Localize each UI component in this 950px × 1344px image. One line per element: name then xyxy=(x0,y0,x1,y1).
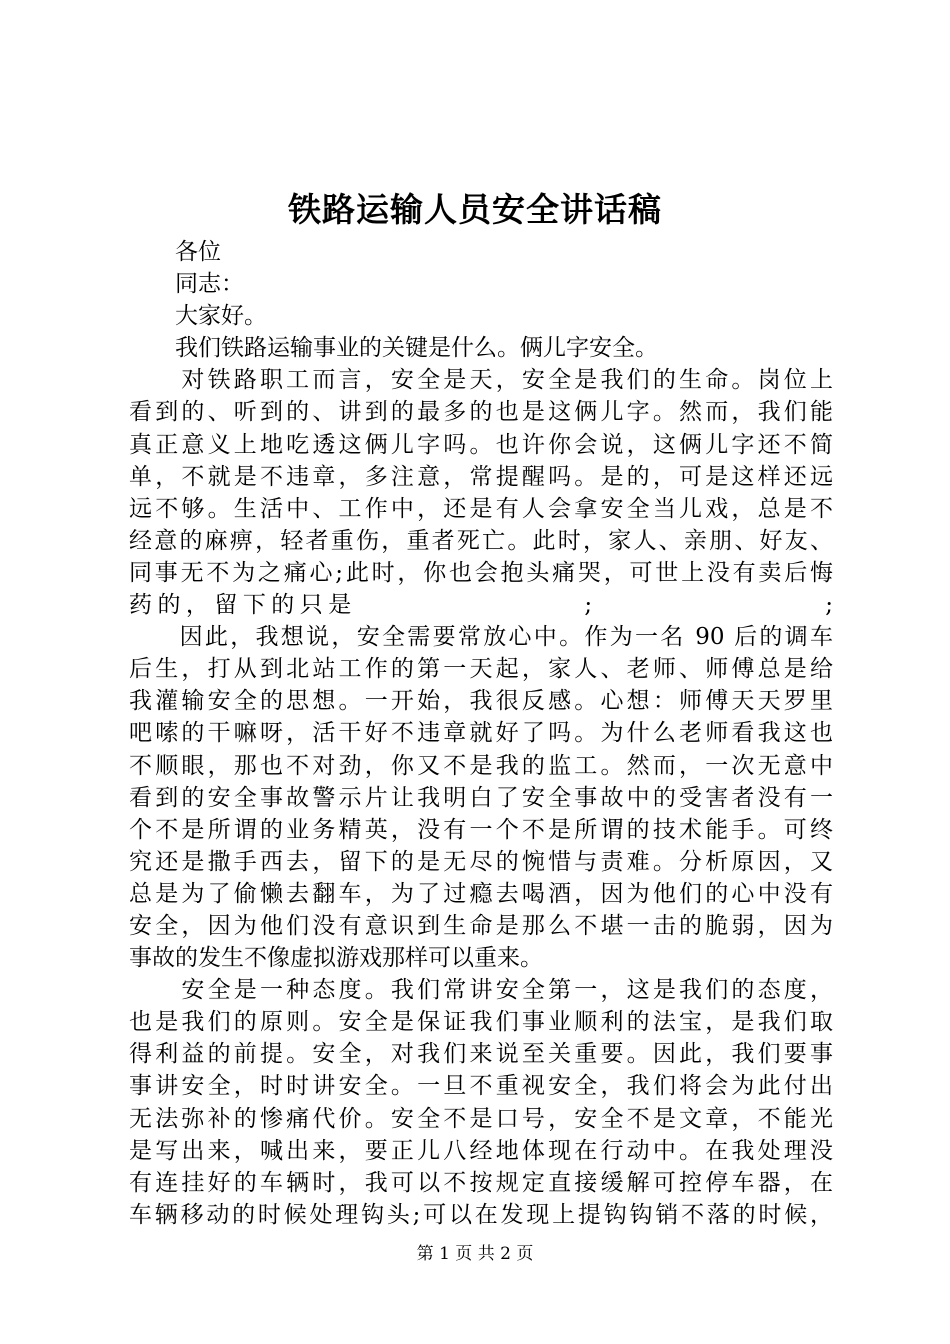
body-line: 同事无不为之痛心;此时，你也会抱头痛哭，可世上没有卖后悔 xyxy=(129,559,833,586)
body-line: 同志： xyxy=(129,271,244,298)
body-line: 看到的安全事故警示片让我明白了安全事故中的受害者没有一 xyxy=(129,784,833,811)
body-line: 对铁路职工而言，安全是天，安全是我们的生命。岗位上 xyxy=(129,367,833,394)
body-line: 单，不就是不违章，多注意，常提醒吗。是的，可是这样还远 xyxy=(129,463,833,490)
body-line: 有连挂好的车辆时，我可以不按规定直接缓解可控停车器，在 xyxy=(129,1169,833,1196)
body-line: 药的，留下的只是 ; ; xyxy=(129,592,833,619)
body-line: 各位 xyxy=(129,239,221,265)
body-line: 经意的麻痹，轻者重伤，重者死亡。此时，家人、亲朋、好友、 xyxy=(129,527,833,554)
body-line: 是写出来，喊出来，要正儿八经地体现在行动中。在我处理没 xyxy=(129,1137,833,1164)
body-line: 得利益的前提。安全，对我们来说至关重要。因此，我们要事 xyxy=(129,1041,833,1068)
body-line: 看到的、听到的、讲到的最多的也是这俩儿字。然而，我们能 xyxy=(129,399,833,426)
body-line: 大家好。 xyxy=(129,303,267,330)
body-line: 真正意义上地吃透这俩儿字吗。也许你会说，这俩儿字还不简 xyxy=(129,431,833,458)
body-line: 总是为了偷懒去翻车，为了过瘾去喝酒，因为他们的心中没有 xyxy=(129,880,833,907)
body-line: 无法弥补的惨痛代价。安全不是口号，安全不是文章，不能光 xyxy=(129,1105,833,1132)
body-line: 究还是撒手西去，留下的是无尽的惋惜与责难。分析原因，又 xyxy=(129,848,833,875)
document-title: 铁路运输人员安全讲话稿 xyxy=(288,190,662,229)
body-line: 事故的发生不像虚拟游戏那样可以重来。 xyxy=(129,945,543,972)
body-line: 后生，打从到北站工作的第一天起，家人、老师、师傅总是给 xyxy=(129,656,833,683)
page-footer: 第 1 页 共 2 页 xyxy=(416,1244,534,1264)
body-line: 远不够。生活中、工作中，还是有人会拿安全当儿戏，总是不 xyxy=(129,495,833,522)
document-body xyxy=(129,236,833,1231)
body-line: 吧嗦的干嘛呀，活干好不违章就好了吗。为什么老师看我这也 xyxy=(129,720,833,747)
body-line: 车辆移动的时候处理钩头;可以在发现上提钩钩销不落的时候， xyxy=(129,1201,833,1228)
body-line: 个不是所谓的业务精英，没有一个不是所谓的技术能手。可终 xyxy=(129,816,833,843)
body-line: 不顺眼，那也不对劲，你又不是我的监工。然而，一次无意中 xyxy=(129,752,833,779)
body-line: 安全是一种态度。我们常讲安全第一，这是我们的态度， xyxy=(129,977,833,1004)
body-line: 安全，因为他们没有意识到生命是那么不堪一击的脆弱，因为 xyxy=(129,912,833,939)
body-line: 事讲安全，时时讲安全。一旦不重视安全，我们将会为此付出 xyxy=(129,1073,833,1100)
body-line: 我灌输安全的思想。一开始，我很反感。心想：师傅天天罗里 xyxy=(129,688,833,715)
body-line: 我们铁路运输事业的关键是什么。俩儿字安全。 xyxy=(129,335,658,362)
body-line: 因此，我想说，安全需要常放心中。作为一名 90 后的调车 xyxy=(129,624,833,651)
body-line: 也是我们的原则。安全是保证我们事业顺利的法宝，是我们取 xyxy=(129,1009,833,1036)
